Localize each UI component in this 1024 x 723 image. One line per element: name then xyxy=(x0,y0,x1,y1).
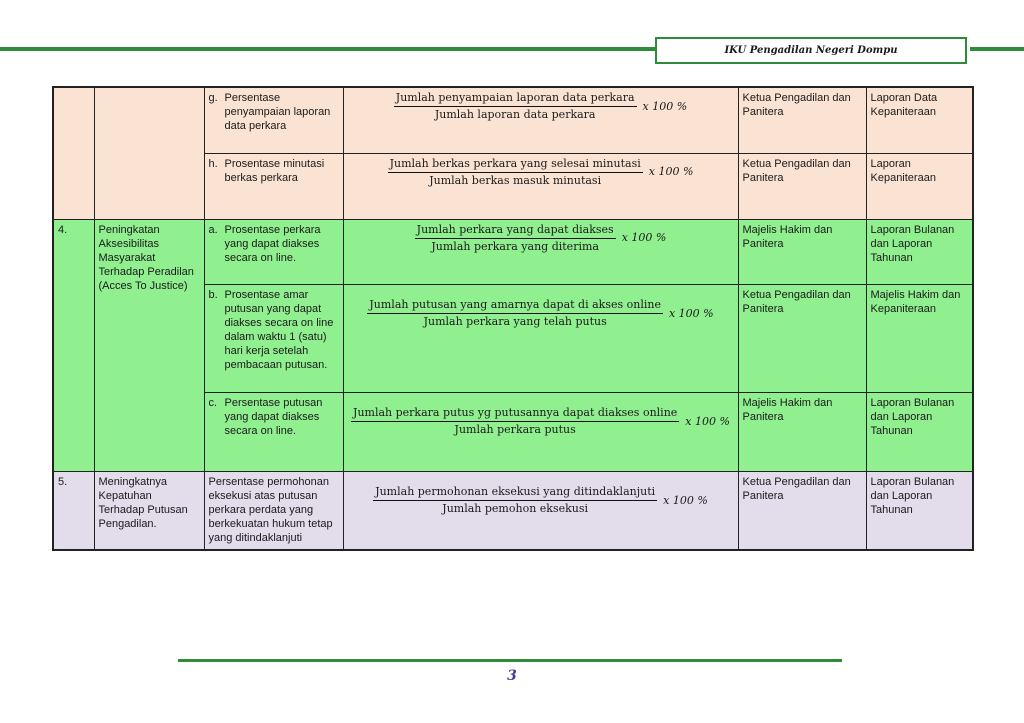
formula-numerator: Jumlah permohonan eksekusi yang ditindaklanjuti xyxy=(373,485,657,501)
penanggung-jawab-cell: Ketua Pengadilan dan Panitera xyxy=(738,87,866,153)
header-rule-left xyxy=(0,47,656,51)
sasaran-cell: Meningkatnya Kepatuhan Terhadap Putusan Pengadilan. xyxy=(94,471,204,550)
formula-cell: $\frac{\text{Jumlah penyampaian laporan data perkara}}{\text{Jumlah laporan data perkara}}$ x 100 % xyxy=(343,87,738,153)
formula-cell: $\frac{\text{Jumlah putusan yang amarnya dapat di akses online}}{\text{Jumlah perkara yang telah putus}}$ x 100 % xyxy=(343,284,738,392)
header-title: IKU Pengadilan Negeri Dompu xyxy=(655,37,967,64)
indikator-cell: h. Prosentase minutasi berkas perkara xyxy=(204,153,343,219)
table-row xyxy=(53,87,973,153)
row-number xyxy=(53,87,94,219)
penanggung-jawab-cell: Majelis Hakim dan Panitera xyxy=(738,392,866,471)
sumber-data-cell: Laporan Bulanan dan Laporan Tahunan xyxy=(866,392,973,471)
formula-cell: $\frac{\text{Jumlah permohonan eksekusi yang ditindaklanjuti}}{\text{Jumlah pemohon eksekusi}}$ x 100 % xyxy=(343,471,738,550)
penanggung-jawab-cell: Ketua Pengadilan dan Panitera xyxy=(738,471,866,550)
performance-indicator-table xyxy=(52,86,974,551)
table-row xyxy=(53,219,973,284)
sumber-data-cell: Laporan Bulanan dan Laporan Tahunan xyxy=(866,471,973,550)
formula-numerator: Jumlah berkas perkara yang selesai minutasi xyxy=(388,157,643,173)
formula-numerator: Jumlah penyampaian laporan data perkara xyxy=(394,91,637,107)
row-number: 5. xyxy=(53,471,94,550)
row-number: 4. xyxy=(53,219,94,471)
formula-denominator: Jumlah perkara putus xyxy=(454,422,576,436)
indikator-cell: g. Persentase penyampaian laporan data perkara xyxy=(204,87,343,153)
page-number: 3 xyxy=(507,668,517,684)
penanggung-jawab-cell: Ketua Pengadilan dan Panitera xyxy=(738,153,866,219)
sasaran-cell: Peningkatan Aksesibilitas Masyarakat Terhadap Peradilan (Acces To Justice) xyxy=(94,219,204,471)
formula-denominator: Jumlah perkara yang diterima xyxy=(431,239,599,253)
indikator-cell: b. Prosentase amar putusan yang dapat diakses secara on line dalam waktu 1 (satu) hari kerja setelah pembacaan putusan. xyxy=(204,284,343,392)
indikator-cell: c. Persentase putusan yang dapat diakses secara on line. xyxy=(204,392,343,471)
sumber-data-cell: Majelis Hakim dan Kepaniteraan xyxy=(866,284,973,392)
table-row xyxy=(53,471,973,550)
formula-cell: $\frac{\text{Jumlah berkas perkara yang selesai minutasi}}{\text{Jumlah berkas masuk minutasi}}$ x 100 % xyxy=(343,153,738,219)
indikator-cell: a. Prosentase perkara yang dapat diakses secara on line. xyxy=(204,219,343,284)
indikator-cell: Persentase permohonan eksekusi atas putusan perkara perdata yang berkekuatan hukum tetap yang ditindaklanjuti xyxy=(204,471,343,550)
penanggung-jawab-cell: Ketua Pengadilan dan Panitera xyxy=(738,284,866,392)
formula-numerator: Jumlah perkara yang dapat diakses xyxy=(415,223,616,239)
footer-rule xyxy=(178,659,842,662)
sasaran-cell xyxy=(94,87,204,219)
formula-cell: $\frac{\text{Jumlah perkara yang dapat diakses}}{\text{Jumlah perkara yang diterima}}$ x 100 % xyxy=(343,219,738,284)
formula-numerator: Jumlah perkara putus yg putusannya dapat diakses online xyxy=(351,406,679,422)
formula-numerator: Jumlah putusan yang amarnya dapat di akses online xyxy=(367,298,663,314)
sumber-data-cell: Laporan Bulanan dan Laporan Tahunan xyxy=(866,219,973,284)
formula-denominator: Jumlah perkara yang telah putus xyxy=(423,314,607,328)
formula-denominator: Jumlah berkas masuk minutasi xyxy=(429,173,602,187)
header-rule-right xyxy=(970,47,1024,51)
sumber-data-cell: Laporan Data Kepaniteraan xyxy=(866,87,973,153)
penanggung-jawab-cell: Majelis Hakim dan Panitera xyxy=(738,219,866,284)
formula-cell: $\frac{\text{Jumlah perkara putus yg putusannya dapat diakses online}}{\text{Jumlah perkara putus}}$ x 100 % xyxy=(343,392,738,471)
formula-denominator: Jumlah laporan data perkara xyxy=(434,108,596,121)
formula-denominator: Jumlah pemohon eksekusi xyxy=(442,501,589,515)
sumber-data-cell: Laporan Kepaniteraan xyxy=(866,153,973,219)
